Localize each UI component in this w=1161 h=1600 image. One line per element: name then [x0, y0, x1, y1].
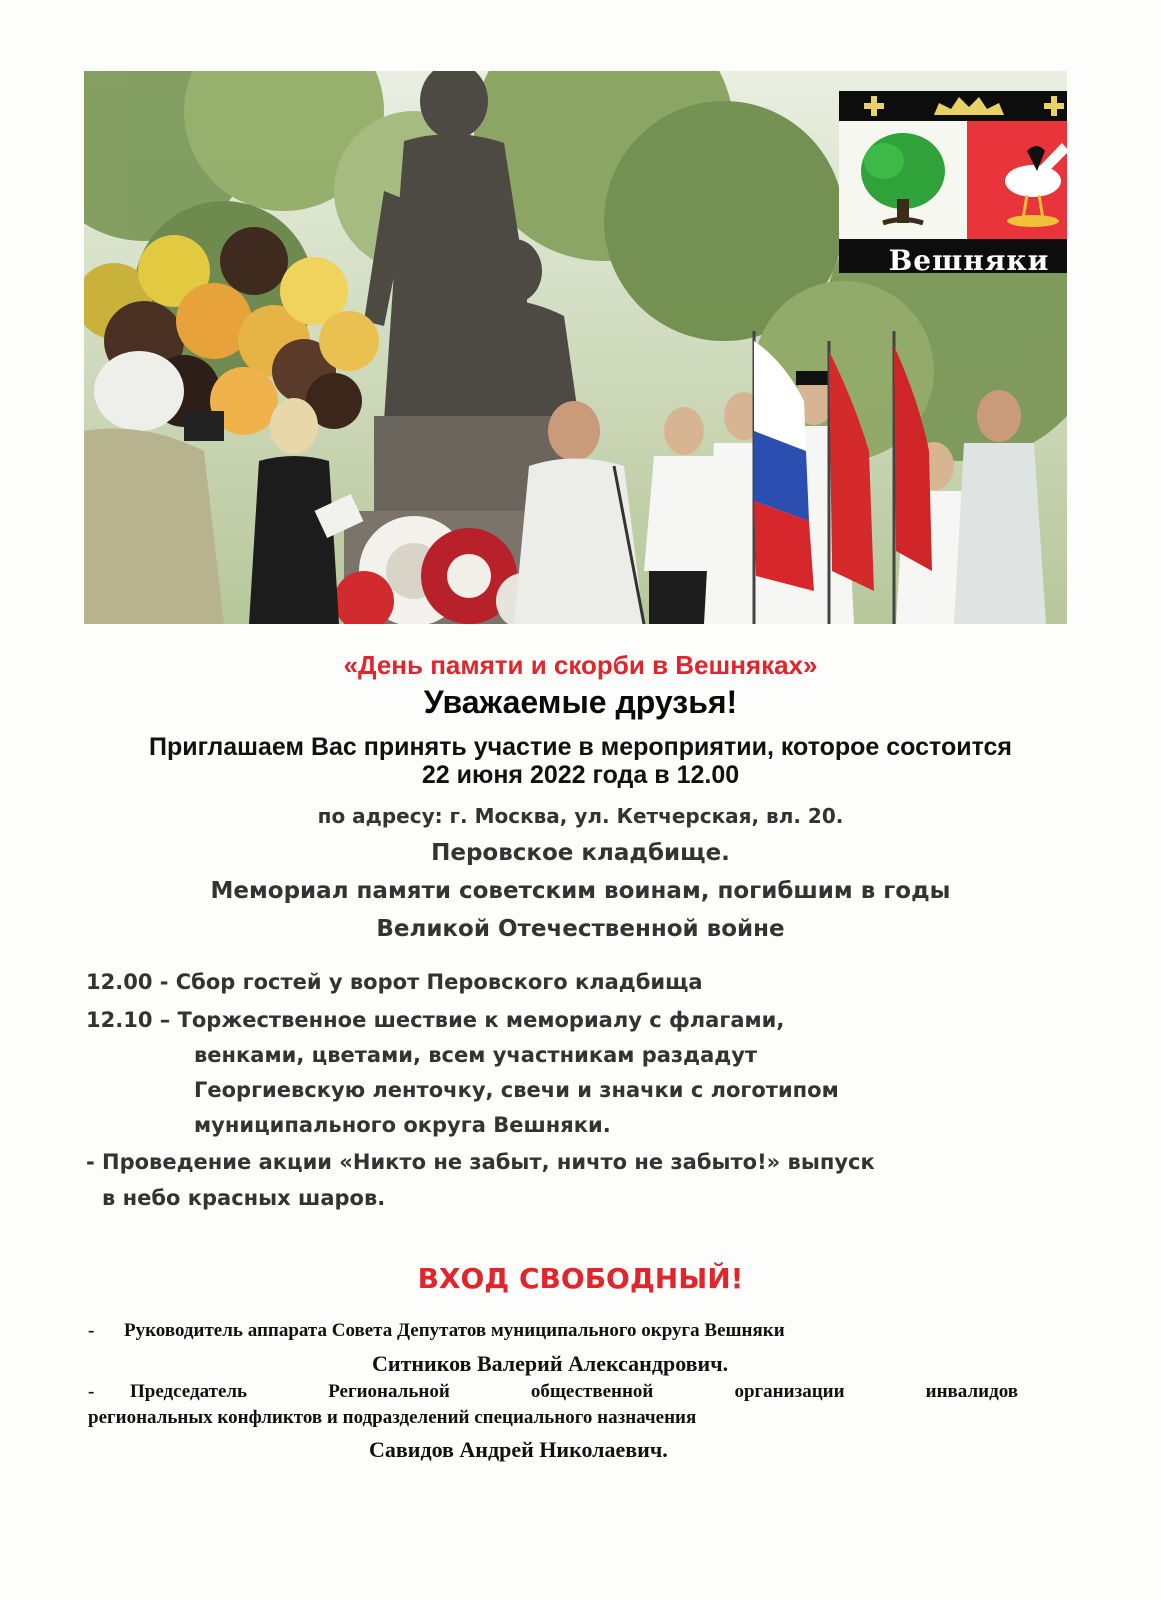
address: по адресу: г. Москва, ул. Кетчерская, вл. 20.	[317, 804, 844, 828]
free-entrance-notice: ВХОД СВОБОДНЫЙ!	[417, 1262, 744, 1295]
organizer-2-role-word: Председатель	[130, 1381, 248, 1402]
organizer-1-role: Руководитель аппарата Совета Депутатов муниципального округа Вешняки	[124, 1320, 785, 1341]
organizer-2-dash: -	[88, 1381, 95, 1402]
organizer-1-name: Ситников Валерий Александрович.	[372, 1351, 729, 1376]
organizer-2-role-line-2: региональных конфликтов и подразделений специального назначения	[88, 1407, 697, 1428]
invitation-line-2: 22 июня 2022 года в 12.00	[421, 761, 740, 789]
schedule-item-2-line-1: 12.10 – Торжественное шествие к мемориалу с флагами,	[86, 1008, 785, 1032]
cemetery-name: Перовское кладбище.	[431, 840, 730, 866]
organizer-2-role-word: общественной	[530, 1381, 654, 1402]
emblem-left-field	[839, 121, 967, 239]
schedule-item-2-line-3: Георгиевскую ленточку, свечи и значки с логотипом	[194, 1078, 839, 1102]
stork-icon	[967, 121, 1067, 239]
emblem-name: Вешняки	[888, 244, 1050, 277]
schedule-item-1: 12.00 - Сбор гостей у ворот Перовского кладбища	[86, 970, 703, 994]
organizer-2-role-word: инвалидов	[925, 1381, 1018, 1402]
memorial-line-2: Великой Отечественной войне	[376, 916, 785, 942]
memorial-line-1: Мемориал памяти советским воинам, погибшим в годы	[210, 878, 951, 904]
organizer-2-role-word: Региональной	[328, 1381, 450, 1402]
greeting: Уважаемые друзья!	[423, 684, 738, 720]
organizer-2-name: Савидов Андрей Николаевич.	[369, 1437, 668, 1462]
schedule-item-2-line-2: венками, цветами, всем участникам раздадут	[194, 1043, 758, 1067]
crown-and-crosses-icon	[839, 91, 1067, 121]
organizer-2-role-word: организации	[734, 1381, 845, 1402]
event-title: «День памяти и скорби в Вешняках»	[343, 650, 818, 680]
emblem-right-field	[967, 121, 1067, 239]
schedule-item-2-line-4: муниципального округа Вешняки.	[194, 1113, 611, 1137]
organizer-2-role-line-1	[130, 1381, 1018, 1403]
schedule-item-3-line-2: в небо красных шаров.	[102, 1186, 386, 1210]
organizer-1-dash: -	[88, 1320, 95, 1341]
emblem-top-band	[839, 91, 1067, 121]
vesnyaki-emblem	[839, 91, 1067, 331]
schedule-item-3-line-1: - Проведение акции «Никто не забыт, ничто не забыто!» выпуск	[86, 1150, 875, 1174]
invitation-line-1: Приглашаем Вас принять участие в мероприятии, которое состоится	[149, 733, 1012, 761]
oak-tree-icon	[839, 121, 967, 239]
ceremony-photo	[84, 71, 1067, 624]
